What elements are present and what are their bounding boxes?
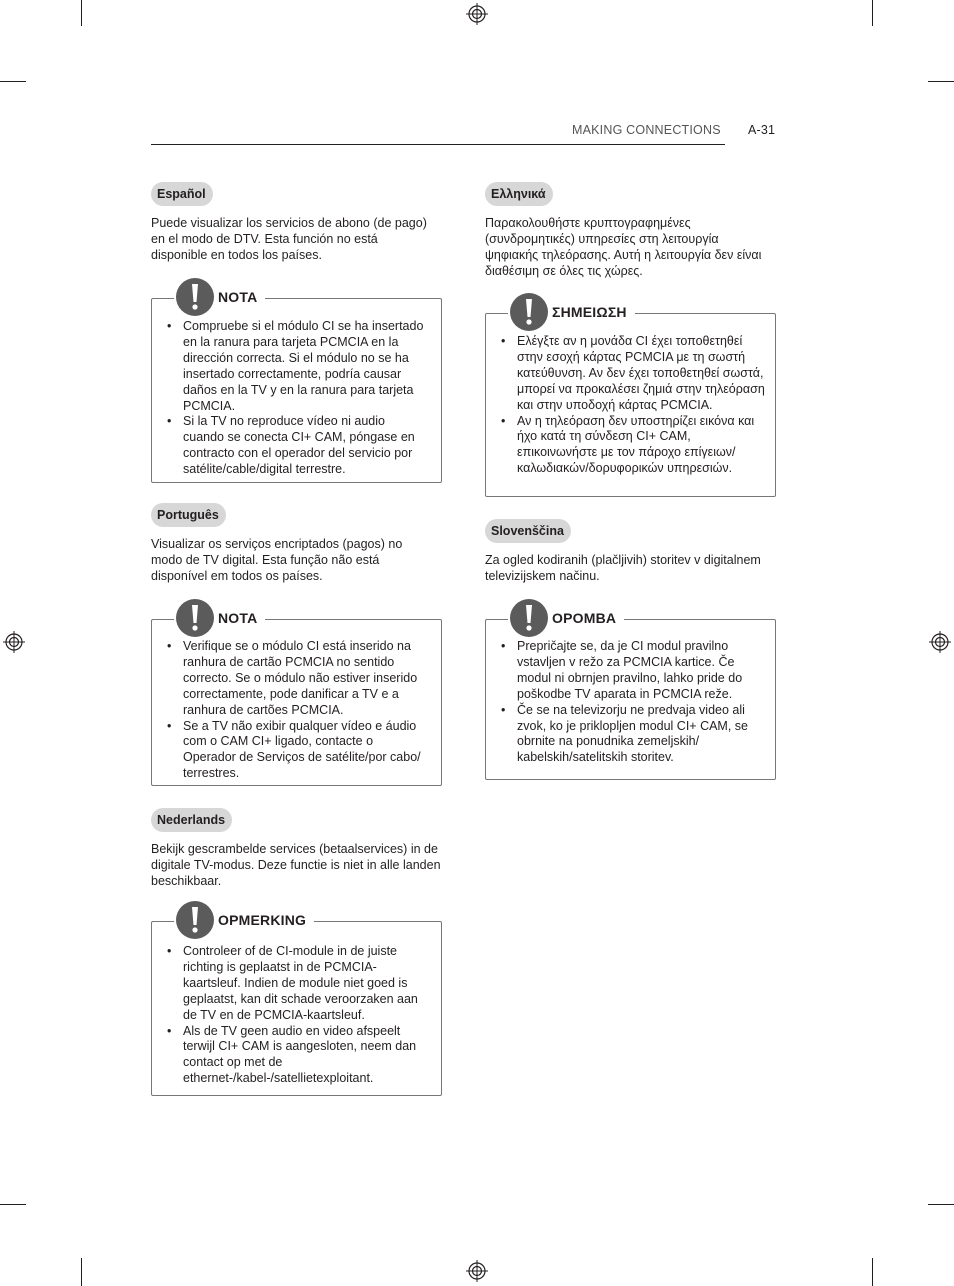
note-title: NOTA bbox=[218, 289, 258, 305]
note-title: NOTA bbox=[218, 610, 258, 626]
crop-mark bbox=[928, 81, 954, 82]
language-badge: Nederlands bbox=[151, 808, 232, 832]
section-description: Za ogled kodiranih (plačljivih) storitev v digitalnem televizijskem načinu. bbox=[485, 553, 761, 583]
note-title: ΣΗΜΕΙΩΣΗ bbox=[552, 304, 627, 320]
exclamation-icon bbox=[510, 293, 548, 331]
section-ellinika bbox=[485, 182, 777, 279]
note-box bbox=[485, 304, 776, 497]
note-box bbox=[151, 289, 442, 483]
note-header bbox=[508, 293, 635, 331]
note-header bbox=[174, 599, 265, 637]
list-item: • Prepričajte se, da je CI modul pravilno vstavljen v režo za PCMCIA kartice. Če modul ni obrnjen pravilno, lahko pride do poškodbe TV aparata in PCMCIA reže. bbox=[517, 639, 767, 703]
list-item: • Αν η τηλεόραση δεν υποστηρίζει εικόνα και ήχο κατά τη σύνδεση CI+ CAM, επικοινωνήστε με τον πάροχο επίγειων/ καλωδιακών/δορυφορικών υπηρεσιών. bbox=[517, 414, 767, 478]
language-badge: Español bbox=[151, 182, 213, 206]
list-item: • Verifique se o módulo CI está inserido na ranhura de cartão PCMCIA no sentido correcto. Se o módulo não estiver inserido correctamente, pode danificar a TV e a ranhura de cartões PCMCIA. bbox=[183, 639, 428, 719]
registration-mark-icon bbox=[929, 631, 951, 653]
note-list bbox=[152, 299, 428, 478]
registration-mark-icon bbox=[466, 3, 488, 25]
section-nederlands bbox=[151, 808, 443, 889]
section-slovenscina bbox=[485, 519, 777, 584]
list-item: • Als de TV geen audio en video afspeelt terwijl CI+ CAM is aangesloten, neem dan contact op met de ethernet-/kabel-/satellietexploitant. bbox=[183, 1024, 428, 1088]
note-list bbox=[486, 620, 767, 766]
note-list bbox=[152, 620, 428, 782]
header-rule bbox=[151, 144, 725, 145]
note-header bbox=[174, 901, 314, 939]
list-item: • Ελέγξτε αν η μονάδα CI έχει τοποθετηθεί στην εσοχή κάρτας PCMCIA με τη σωστή κατεύθυνση. Αν δεν έχει τοποθετηθεί σωστά, μπορεί να προκαλέσει ζημιά στην τηλεόραση και στην υποδοχή κάρτας PCMCIA. bbox=[517, 334, 767, 414]
exclamation-icon bbox=[510, 599, 548, 637]
note-title: OPOMBA bbox=[552, 610, 617, 626]
language-badge: Português bbox=[151, 503, 226, 527]
crop-mark bbox=[872, 1258, 873, 1286]
language-badge: Slovenščina bbox=[485, 519, 571, 543]
list-item: • Compruebe si el módulo CI se ha insertado en la ranura para tarjeta PCMCIA en la dirección correcta. Si el módulo no se ha insertado correctamente, podría causar daños en la TV y en la ranura para tarjeta PCMCIA. bbox=[183, 319, 428, 414]
section-description: Bekijk gescrambelde services (betaalservices) in de digitale TV-modus. Deze functie is niet in alle landen beschikbaar. bbox=[151, 842, 441, 888]
page-number: A-31 bbox=[748, 123, 776, 137]
list-item: • Si la TV no reproduce vídeo ni audio cuando se conecta CI+ CAM, póngase en contracto con el operador del servicio por satélite/cable/digital terrestre. bbox=[183, 414, 428, 478]
registration-mark-icon bbox=[466, 1260, 488, 1282]
registration-mark-icon bbox=[3, 631, 25, 653]
crop-mark bbox=[0, 1204, 26, 1205]
crop-mark bbox=[0, 81, 26, 82]
section-description: Puede visualizar los servicios de abono (de pago) en el modo de DTV. Esta función no está disponible en todos los países. bbox=[151, 216, 427, 262]
section-header: MAKING CONNECTIONS bbox=[572, 123, 721, 137]
exclamation-icon bbox=[176, 278, 214, 316]
exclamation-icon bbox=[176, 599, 214, 637]
list-item: • Controleer of de CI-module in de juiste richting is geplaatst in de PCMCIA-kaartsleuf. Indien de module niet goed is geplaatst, kan dit schade veroorzaken aan de TV en de PCMCIA-kaartsleuf. bbox=[183, 944, 428, 1024]
crop-mark bbox=[81, 1258, 82, 1286]
section-espanol bbox=[151, 182, 443, 263]
section-description: Visualizar os serviços encriptados (pagos) no modo de TV digital. Esta função não está disponível em todos os países. bbox=[151, 537, 403, 583]
note-box bbox=[485, 610, 776, 780]
crop-mark bbox=[81, 0, 82, 26]
note-box bbox=[151, 912, 442, 1096]
list-item: • Se a TV não exibir qualquer vídeo e áudio com o CAM CI+ ligado, contacte o Operador de Serviços de satélite/por cabo/ terrestres. bbox=[183, 719, 428, 783]
crop-mark bbox=[928, 1204, 954, 1205]
note-list bbox=[486, 314, 767, 477]
exclamation-icon bbox=[176, 901, 214, 939]
note-title: OPMERKING bbox=[218, 912, 307, 928]
crop-mark bbox=[872, 0, 873, 26]
language-badge: Ελληνικά bbox=[485, 182, 553, 206]
section-description: Παρακολουθήστε κρυπτογραφημένες (συνδρομητικές) υπηρεσίες στη λειτουργία ψηφιακής τηλεόρασης. Αυτή η λειτουργία δεν είναι διαθέσιμη σε όλες τις χώρες. bbox=[485, 216, 762, 278]
list-item: • Če se na televizorju ne predvaja video ali zvok, ko je priklopljen modul CI+ CAM, se obrnite na ponudnika zemeljskih/ kabelskih/satelitskih storitev. bbox=[517, 703, 767, 767]
note-list bbox=[152, 922, 428, 1087]
note-header bbox=[174, 278, 265, 316]
note-header bbox=[508, 599, 624, 637]
section-portugues bbox=[151, 503, 443, 584]
note-box bbox=[151, 610, 442, 786]
